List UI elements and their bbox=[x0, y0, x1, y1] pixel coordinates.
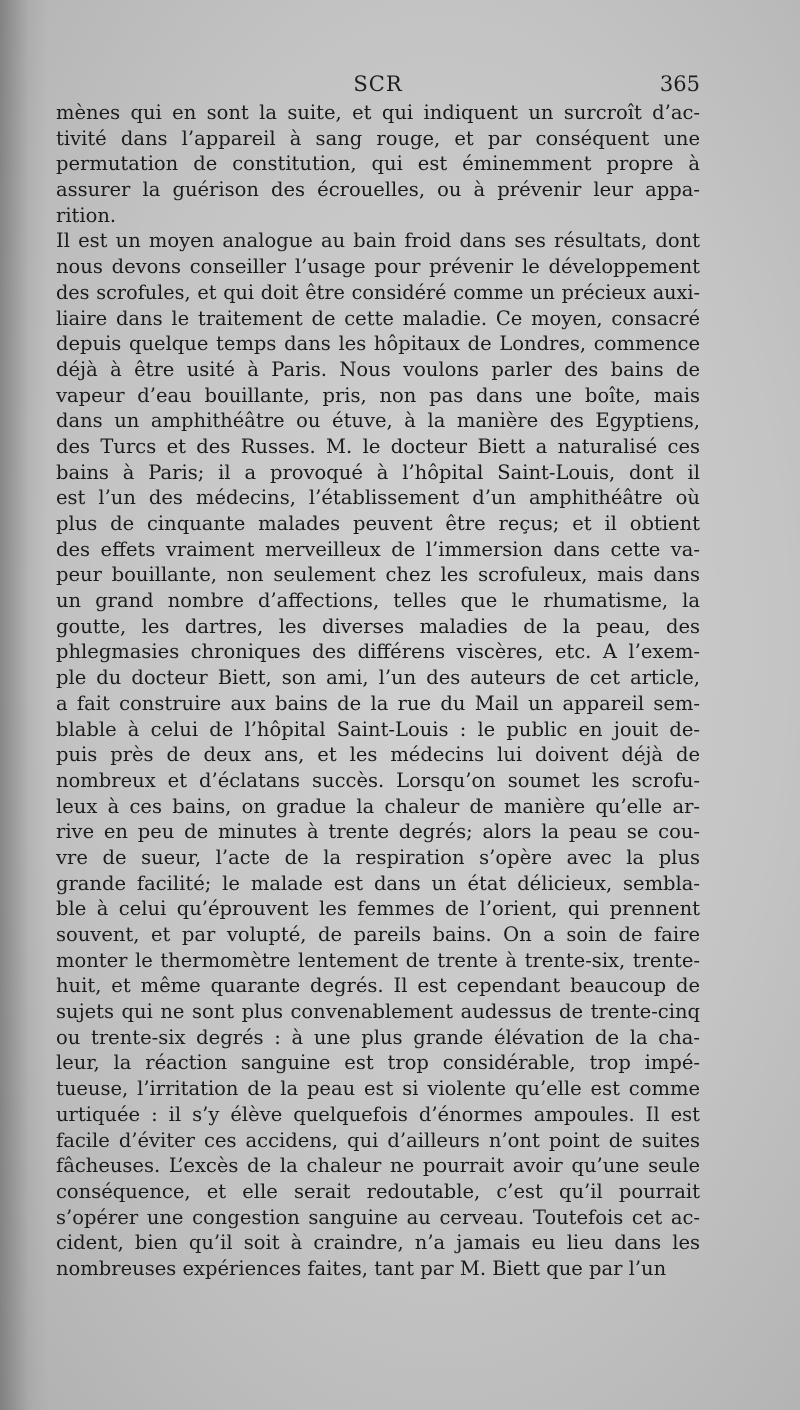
text-line: puis près de deux ans, et les médecins lui doivent déjà de bbox=[56, 743, 700, 767]
text-line: ou trente-six degrés : à une plus grande élévation de la cha- bbox=[56, 1025, 700, 1049]
text-line: souvent, et par volupté, de pareils bains. On a soin de faire bbox=[56, 923, 700, 946]
text-line: urtiquée : il s’y élève quelquefois d’énormes ampoules. Il est bbox=[56, 1102, 700, 1126]
text-line: un grand nombre d’affections, telles que le rhumatisme, la bbox=[56, 589, 700, 613]
text-line: grande facilité; le malade est dans un état délicieux, sembla- bbox=[56, 871, 700, 895]
text-line: cident, bien qu’il soit à craindre, n’a jamais eu lieu dans les bbox=[56, 1231, 700, 1255]
text-line: vre de sueur, l’acte de la respiration s’opère avec la plus bbox=[56, 845, 700, 869]
text-line: sujets qui ne sont plus convenablement audessus de trente-cinq bbox=[56, 1000, 700, 1024]
text-line: leux à ces bains, on gradue la chaleur de manière qu’elle ar- bbox=[56, 794, 700, 818]
text-line: vapeur d’eau bouillante, pris, non pas dans une boîte, mais bbox=[56, 383, 700, 407]
text-line: fâcheuses. L’excès de la chaleur ne pourrait avoir qu’une seule bbox=[56, 1154, 700, 1178]
text-line: goutte, les dartres, les diverses maladies de la peau, des bbox=[56, 614, 700, 638]
text-line: rive en peu de minutes à trente degrés; alors la peau se cou- bbox=[56, 820, 700, 844]
text-line: déjà à être usité à Paris. Nous voulons parler des bains de bbox=[56, 357, 700, 381]
text-line: a fait construire aux bains de la rue du Mail un appareil sem- bbox=[56, 691, 700, 715]
text-line: Il est un moyen analogue au bain froid dans ses résultats, dont bbox=[56, 229, 700, 253]
page-header bbox=[56, 70, 700, 102]
text-line: est l’un des médecins, l’établissement d’un amphithéâtre où bbox=[56, 486, 700, 510]
text-line: des Turcs et des Russes. M. le docteur Biett a naturalisé ces bbox=[56, 434, 700, 458]
text-line: depuis quelque temps dans les hôpitaux de Londres, commence bbox=[56, 332, 700, 356]
text-line: liaire dans le traitement de cette maladie. Ce moyen, consacré bbox=[56, 306, 700, 330]
text-line: des effets vraiment merveilleux de l’immersion dans cette va- bbox=[56, 537, 700, 561]
text-line: conséquence, et elle serait redoutable, c’est qu’il pourrait bbox=[56, 1179, 700, 1203]
text-line: mènes qui en sont la suite, et qui indiquent un surcroît d’ac- bbox=[56, 101, 700, 124]
text-line: permutation de constitution, qui est éminemment propre à bbox=[56, 152, 700, 176]
text-line: monter le thermomètre lentement de trente à trente-six, trente- bbox=[56, 948, 700, 972]
text-line: des scrofules, et qui doit être considéré comme un précieux auxi- bbox=[56, 280, 700, 304]
text-line: peur bouillante, non seulement chez les scrofuleux, mais dans bbox=[56, 563, 700, 587]
text-line: ble à celui qu’éprouvent les femmes de l’orient, qui prennent bbox=[56, 897, 700, 921]
text-line: nombreuses expériences faites, tant par M. Biett que par l’un bbox=[56, 1256, 667, 1280]
page-gutter-shadow bbox=[0, 0, 48, 1410]
text-line: bains à Paris; il a provoqué à l’hôpital Saint-Louis, dont il bbox=[56, 460, 700, 484]
running-head: SCR bbox=[353, 72, 403, 96]
text-line: huit, et même quarante degrés. Il est cependant beaucoup de bbox=[56, 974, 700, 998]
text-line: leur, la réaction sanguine est trop considérable, trop impé- bbox=[56, 1051, 700, 1075]
page-number: 365 bbox=[659, 72, 700, 96]
text-line: s’opérer une congestion sanguine au cerveau. Toutefois cet ac- bbox=[56, 1205, 700, 1229]
text-line: facile d’éviter ces accidens, qui d’ailleurs n’ont point de suites bbox=[56, 1128, 700, 1152]
text-line: tivité dans l’appareil à sang rouge, et par conséquent une bbox=[56, 126, 700, 150]
text-line: plus de cinquante malades peuvent être reçus; et il obtient bbox=[56, 512, 700, 535]
text-line: nombreux et d’éclatans succès. Lorsqu’on soumet les scrofu- bbox=[56, 768, 700, 792]
text-line: rition. bbox=[56, 203, 117, 227]
text-line: dans un amphithéâtre ou étuve, à la manière des Egyptiens, bbox=[56, 409, 700, 433]
text-line: phlegmasies chroniques des différens viscères, etc. A l’exem- bbox=[56, 640, 700, 664]
text-line: assurer la guérison des écrouelles, ou à prévenir leur appa- bbox=[56, 178, 700, 202]
text-line: tueuse, l’irritation de la peau est si violente qu’elle est comme bbox=[56, 1077, 700, 1101]
text-line: ple du docteur Biett, son ami, l’un des auteurs de cet article, bbox=[56, 666, 700, 690]
text-line: nous devons conseiller l’usage pour prévenir le développement bbox=[56, 255, 700, 279]
text-line: blable à celui de l’hôpital Saint-Louis : le public en jouit de- bbox=[56, 717, 700, 741]
body-text bbox=[56, 100, 700, 1282]
